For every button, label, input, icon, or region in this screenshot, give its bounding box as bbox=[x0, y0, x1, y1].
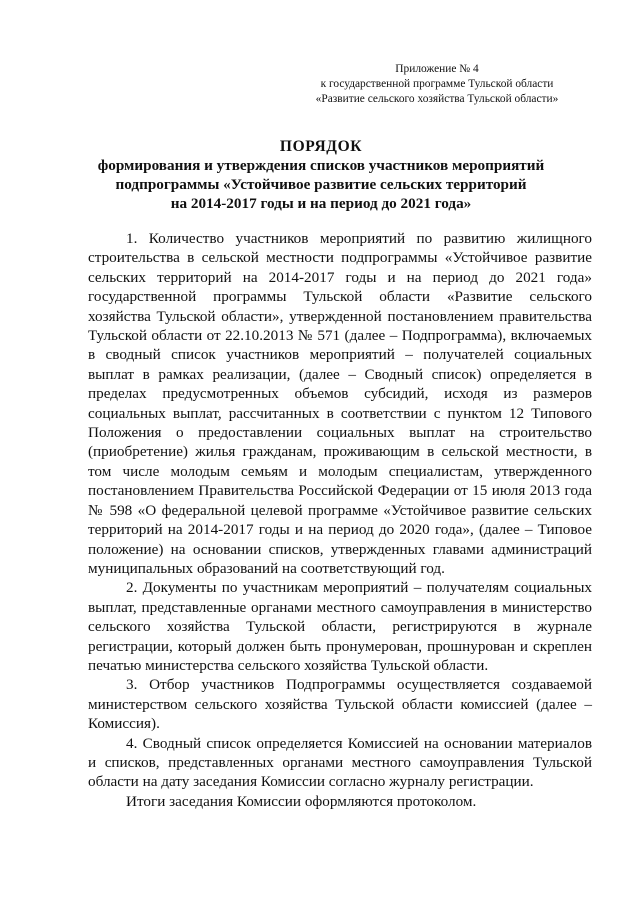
paragraph-4: 4. Сводный список определяется Комиссией на основании материалов и списков, представленных органами местного самоуправления Тульской области на дату заседания Комиссии согласно журналу регистрации. bbox=[88, 734, 592, 791]
title-line-3: на 2014-2017 годы и на период до 2021 года» bbox=[170, 195, 472, 212]
paragraph-1: 1. Количество участников мероприятий по развитию жилищного строительства в сельской местности подпрограммы «Устойчивое развитие сельских территорий на 2014-2017 годы и на период до 2021 года» государственной программы Тульской области «Развитие сельского хозяйства Тульской области», утвержденной постановлением правительства Тульской области от 22.10.2013 № 571 (далее – Подпрограмма), включаемых в сводный список участников мероприятий – получателей социальных выплат в рамках реализации, (далее – Сводный список) определяется в пределах предусмотренных объемов субсидий, исходя из размеров социальных выплат, рассчитанных в соответствии с пунктом 12 Типового Положения о предоставлении социальных выплат на строительство (приобретение) жилья гражданам, проживающим в сельской местности, в том числе молодым семьям и молодым специалистам, утвержденного постановлением Правительства Российской Федерации от 15 июля 2013 года № 598 «О федеральной целевой программе «Устойчивое развитие сельских территорий на 2014-2017 годы и на период до 2020 года», (далее – Типовое положение) на основании списков, утвержденных главами администраций муниципальных образований на соответствующий год. bbox=[88, 230, 592, 577]
title-main: ПОРЯДОК bbox=[279, 138, 363, 155]
paragraph-2: 2. Документы по участникам мероприятий – получателям социальных выплат, представленные органами местного самоуправления в министерство сельского хозяйства Тульской области, регистрируются в журнале регистрации, который должен быть пронумерован, прошнурован и скреплен печатью министерства сельского хозяйства Тульской области. bbox=[88, 579, 592, 674]
document-body bbox=[88, 229, 592, 811]
paragraph-3: 3. Отбор участников Подпрограммы осуществляется создаваемой министерством сельского хозяйства Тульской области комиссией (далее – Комиссия). bbox=[88, 676, 592, 733]
appendix-program-title: «Развитие сельского хозяйства Тульской области» bbox=[315, 93, 559, 105]
closing-paragraph: Итоги заседания Комиссии оформляются протоколом. bbox=[126, 792, 477, 810]
appendix-header bbox=[287, 62, 587, 107]
title-line-1: формирования и утверждения списков участников мероприятий bbox=[97, 157, 545, 174]
appendix-number: Приложение № 4 bbox=[395, 63, 479, 75]
appendix-program-reference: к государственной программе Тульской области bbox=[320, 78, 554, 90]
title-line-2: подпрограммы «Устойчивое развитие сельских территорий bbox=[115, 176, 527, 193]
document-title bbox=[60, 137, 582, 213]
